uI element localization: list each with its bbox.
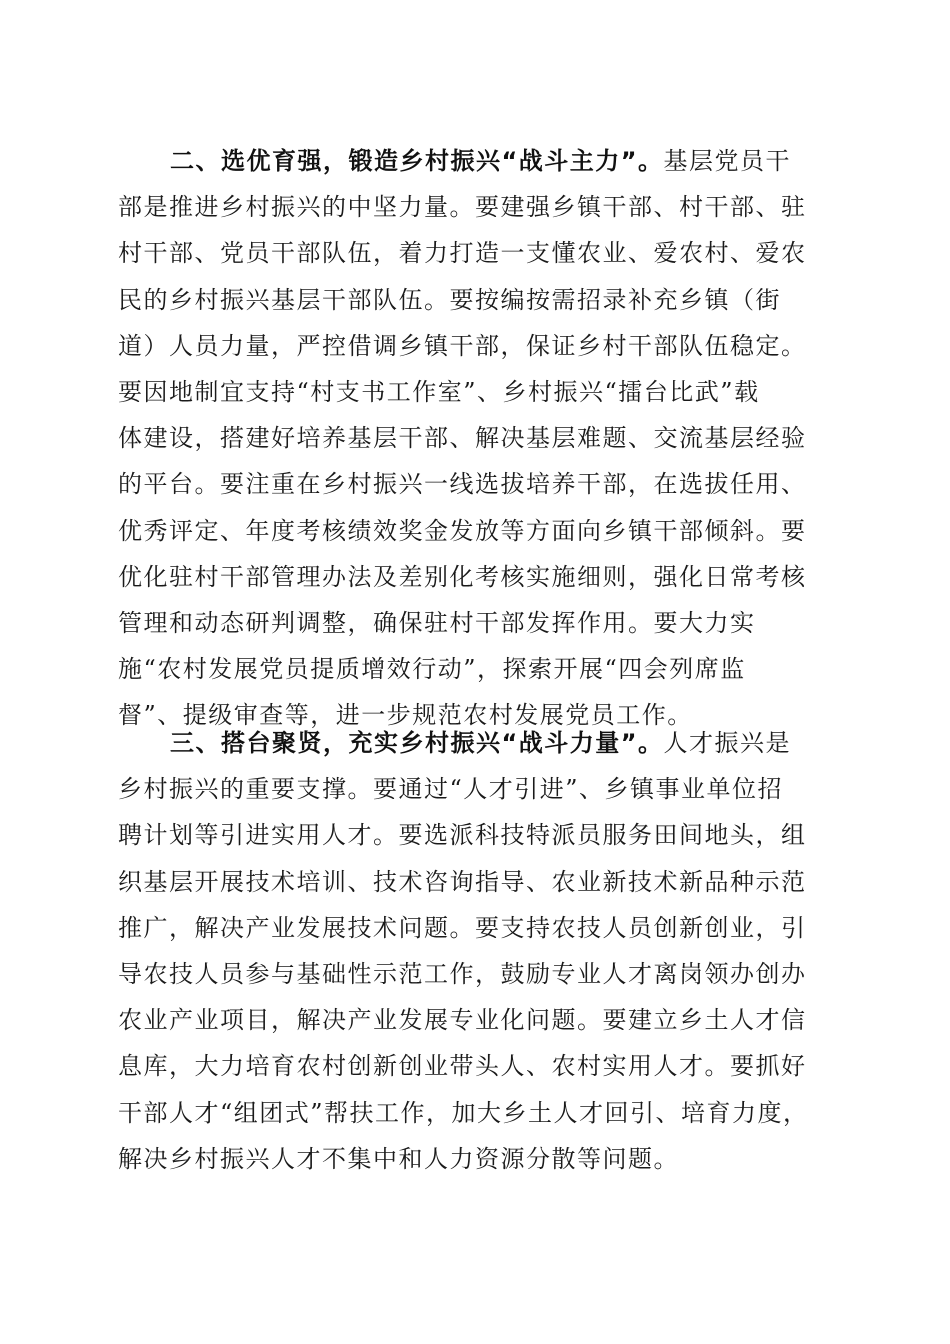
paragraph-line: 优化驻村干部管理办法及差别化考核实施细则，强化日常考核	[118, 562, 807, 591]
paragraph-line: 优秀评定、年度考核绩效奖金发放等方面向乡镇干部倾斜。要	[118, 516, 807, 545]
paragraph-line: 督”、提级审查等，进一步规范农村发展党员工作。	[118, 701, 693, 730]
paragraph-3	[118, 720, 834, 1182]
paragraph-text: 人才振兴是	[663, 729, 792, 757]
paragraph-line: 体建设，搭建好培养基层干部、解决基层难题、交流基层经验	[118, 424, 807, 453]
paragraph-line: 管理和动态研判调整，确保驻村干部发挥作用。要大力实	[118, 608, 756, 637]
paragraph-2	[118, 138, 834, 738]
paragraph-line: 的平台。要注重在乡村振兴一线选拔培养干部，在选拔任用、	[118, 470, 807, 499]
paragraph-line: 道）人员力量，严控借调乡镇干部，保证乡村干部队伍稳定。	[118, 331, 807, 360]
section-heading: 二、选优育强，锻造乡村振兴“战斗主力”。	[170, 147, 664, 175]
paragraph-line: 要因地制宜支持“村支书工作室”、乡村振兴“擂台比武”载	[118, 377, 760, 406]
paragraph-line: 施“农村发展党员提质增效行动”，探索开展“四会列席监	[118, 655, 746, 684]
paragraph-line: 村干部、党员干部队伍，着力打造一支懂农业、爱农村、爱农	[118, 239, 807, 268]
paragraph-line: 民的乡村振兴基层干部队伍。要按编按需招录补充乡镇（街	[118, 285, 781, 314]
paragraph-line: 乡村振兴的重要支撑。要通过“人才引进”、乡镇事业单位招	[118, 775, 784, 804]
section-heading: 三、搭台聚贤，充实乡村振兴“战斗力量”。	[170, 729, 664, 757]
paragraph-line: 解决乡村振兴人才不集中和人力资源分散等问题。	[118, 1144, 679, 1173]
paragraph-line: 息库，大力培育农村创新创业带头人、农村实用人才。要抓好	[118, 1052, 807, 1081]
paragraph-line	[118, 720, 834, 766]
paragraph-line: 干部人才“组团式”帮扶工作，加大乡土人才回引、培育力度，	[118, 1098, 809, 1127]
paragraph-line: 聘计划等引进实用人才。要选派科技特派员服务田间地头，组	[118, 821, 807, 850]
paragraph-line	[118, 138, 834, 184]
paragraph-line: 部是推进乡村振兴的中坚力量。要建强乡镇干部、村干部、驻	[118, 193, 807, 222]
paragraph-line: 导农技人员参与基础性示范工作，鼓励专业人才离岗领办创办	[118, 959, 807, 988]
paragraph-text: 基层党员干	[663, 147, 792, 175]
paragraph-line: 织基层开展技术培训、技术咨询指导、农业新技术新品种示范	[118, 867, 807, 896]
paragraph-line: 农业产业项目，解决产业发展专业化问题。要建立乡土人才信	[118, 1006, 807, 1035]
paragraph-line: 推广，解决产业发展技术问题。要支持农技人员创新创业，引	[118, 913, 807, 942]
